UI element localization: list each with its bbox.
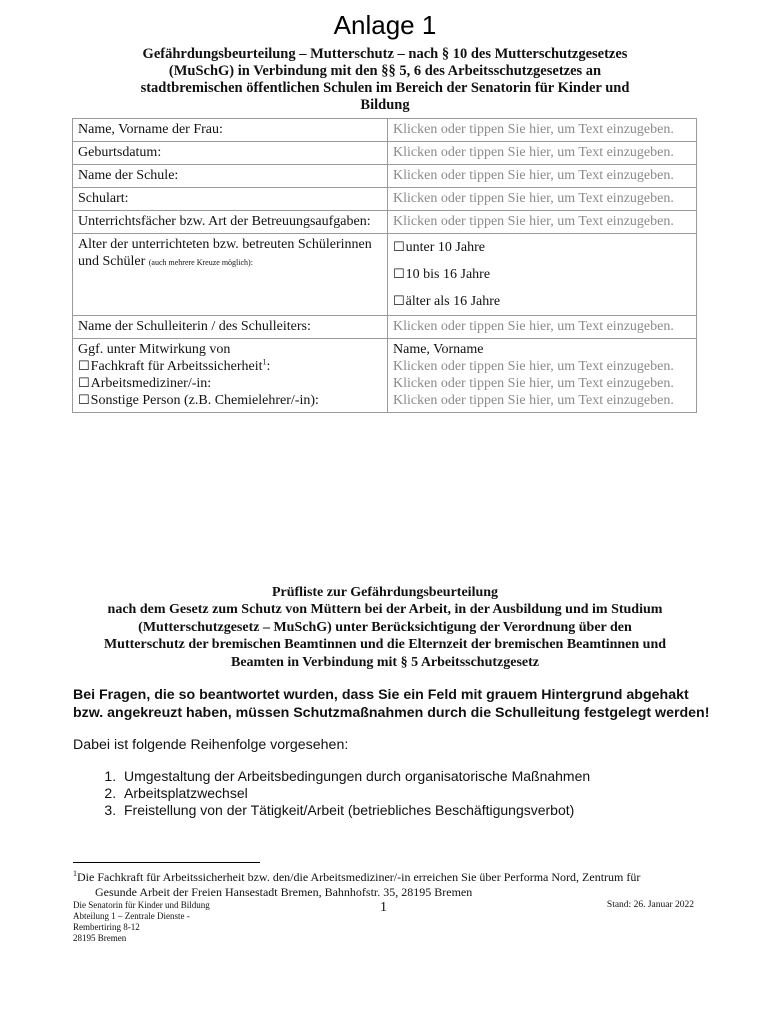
- footnote-text: Die Fachkraft für Arbeitssicherheit bzw. den/die Arbeitsmediziner/-in erreichen Sie über Performa Nord, Zentrum für: [77, 870, 641, 884]
- age-label-text: Alter der unterrichteten bzw. betreuten Schülerinnen und Schüler: [78, 237, 372, 269]
- document-date: Stand: 26. Januar 2022: [606, 900, 694, 910]
- form-row-school-type: [73, 188, 697, 211]
- footnote-line-1: [73, 870, 713, 885]
- cooperation-option-other[interactable]: [78, 392, 382, 409]
- birthdate-field[interactable]: Klicken oder tippen Sie hier, um Text einzugeben.: [388, 142, 697, 165]
- title-line: (MuSchG) in Verbindung mit den §§ 5, 6 des Arbeitsschutzgesetzes an: [168, 63, 602, 79]
- school-type-field[interactable]: Klicken oder tippen Sie hier, um Text einzugeben.: [388, 188, 697, 211]
- form-row-name: [73, 119, 697, 142]
- label-birthdate: Geburtsdatum:: [73, 142, 388, 165]
- age-option-label: 10 bis 16 Jahre: [405, 267, 491, 282]
- name-field[interactable]: Klicken oder tippen Sie hier, um Text einzugeben.: [388, 119, 697, 142]
- title-line: Gefährdungsbeurteilung – Mutterschutz – nach § 10 des Mutterschutzgesetzes: [142, 46, 628, 62]
- physician-name-field[interactable]: Klicken oder tippen Sie hier, um Text einzugeben.: [393, 376, 674, 391]
- label-school-type: Schulart:: [73, 188, 388, 211]
- checkbox-icon[interactable]: ☐: [78, 393, 90, 408]
- age-option-under-10[interactable]: [393, 239, 691, 256]
- form-row-principal: [73, 316, 697, 339]
- footnote: [73, 870, 713, 900]
- cooperation-option-label: Fachkraft für Arbeitssicherheit: [90, 359, 263, 374]
- label-school: Name der Schule:: [73, 165, 388, 188]
- footer-address: [73, 900, 210, 944]
- form-row-birthdate: [73, 142, 697, 165]
- label-name: Name, Vorname der Frau:: [73, 119, 388, 142]
- address-line: 28195 Bremen: [73, 933, 127, 943]
- footnote-ref: 1: [262, 357, 267, 367]
- label-cooperation: [73, 339, 388, 413]
- checkbox-icon[interactable]: ☐: [393, 240, 405, 255]
- footnote-divider: [73, 862, 260, 863]
- checklist-heading: [60, 584, 710, 671]
- name-column-header: Name, Vorname: [393, 342, 484, 357]
- age-option-over-16[interactable]: [393, 293, 691, 310]
- warning-note: [73, 686, 710, 722]
- checklist-line: Mutterschutz der bremischen Beamtinnen und die Elternzeit der bremischen Beamtinnen und: [103, 637, 667, 653]
- age-label-hint: (auch mehrere Kreuze möglich):: [148, 258, 253, 267]
- label-principal: Name der Schulleiterin / des Schulleiters:: [73, 316, 388, 339]
- sequence-intro: Dabei ist folgende Reihenfolge vorgesehen:: [73, 737, 349, 753]
- cooperation-option-safety[interactable]: [78, 358, 382, 375]
- checkbox-icon[interactable]: ☐: [393, 294, 405, 309]
- address-line: Die Senatorin für Kinder und Bildung: [73, 900, 210, 910]
- address-line: Rembertiring 8-12: [73, 922, 140, 932]
- cooperation-option-physician[interactable]: [78, 375, 382, 392]
- age-options: [388, 234, 697, 316]
- footnote-mark: 1: [73, 869, 77, 878]
- page-number: 1: [380, 900, 387, 915]
- address-line: Abteilung 1 – Zentrale Dienste -: [73, 911, 190, 921]
- age-option-label: älter als 16 Jahre: [405, 294, 501, 309]
- principal-field[interactable]: Klicken oder tippen Sie hier, um Text einzugeben.: [388, 316, 697, 339]
- form-row-cooperation: [73, 339, 697, 413]
- checkbox-icon[interactable]: ☐: [393, 267, 405, 282]
- assessment-form-table: [72, 118, 697, 413]
- cooperation-intro: Ggf. unter Mitwirkung von: [78, 342, 231, 357]
- school-field[interactable]: Klicken oder tippen Sie hier, um Text einzugeben.: [388, 165, 697, 188]
- checklist-line: nach dem Gesetz zum Schutz von Müttern bei der Arbeit, in der Ausbildung und im Studium: [107, 602, 663, 618]
- footnote-line-2: Gesunde Arbeit der Freien Hansestadt Bremen, Bahnhofstr. 35, 28195 Bremen: [95, 885, 473, 899]
- cooperation-option-label: Sonstige Person (z.B. Chemielehrer/-in):: [90, 393, 319, 408]
- form-row-age: [73, 234, 697, 316]
- document-title: [84, 46, 686, 114]
- form-row-school: [73, 165, 697, 188]
- safety-specialist-name-field[interactable]: Klicken oder tippen Sie hier, um Text einzugeben.: [393, 359, 674, 374]
- checklist-line: (Mutterschutzgesetz – MuSchG) unter Berücksichtigung der Verordnung über den: [138, 619, 632, 635]
- form-row-subjects: [73, 211, 697, 234]
- other-person-name-field[interactable]: Klicken oder tippen Sie hier, um Text einzugeben.: [393, 393, 674, 408]
- age-option-label: unter 10 Jahre: [405, 240, 485, 255]
- cooperation-option-label: Arbeitsmediziner/-in:: [90, 376, 212, 391]
- list-item: 1. Umgestaltung der Arbeitsbedingungen durch organisatorische Maßnahmen: [120, 768, 590, 785]
- checklist-line: Prüfliste zur Gefährdungsbeurteilung: [271, 585, 499, 600]
- label-age: [73, 234, 388, 316]
- annex-heading: Anlage 1: [333, 10, 437, 40]
- cooperation-option-suffix: :: [266, 359, 271, 374]
- list-item: 2. Arbeitsplatzwechsel: [120, 785, 590, 802]
- checkbox-icon[interactable]: ☐: [78, 376, 90, 391]
- warning-line: bzw. angekreuzt haben, müssen Schutzmaßnahmen durch die Schulleitung festgelegt werden!: [73, 705, 710, 721]
- age-option-10-16[interactable]: [393, 266, 691, 283]
- warning-line: Bei Fragen, die so beantwortet wurden, dass Sie ein Feld mit grauem Hintergrund abgehakt: [73, 687, 689, 703]
- cooperation-names: [388, 339, 697, 413]
- title-line: Bildung: [360, 97, 410, 113]
- list-item: 3. Freistellung von der Tätigkeit/Arbeit (betriebliches Beschäftigungsverbot): [120, 802, 590, 819]
- subjects-field[interactable]: Klicken oder tippen Sie hier, um Text einzugeben.: [388, 211, 697, 234]
- checklist-line: Beamten in Verbindung mit § 5 Arbeitsschutzgesetz: [231, 654, 539, 670]
- label-subjects: Unterrichtsfächer bzw. Art der Betreuungsaufgaben:: [73, 211, 388, 234]
- title-line: stadtbremischen öffentlichen Schulen im Bereich der Senatorin für Kinder und: [140, 80, 630, 96]
- checkbox-icon[interactable]: ☐: [78, 359, 90, 374]
- measures-list: [73, 768, 590, 819]
